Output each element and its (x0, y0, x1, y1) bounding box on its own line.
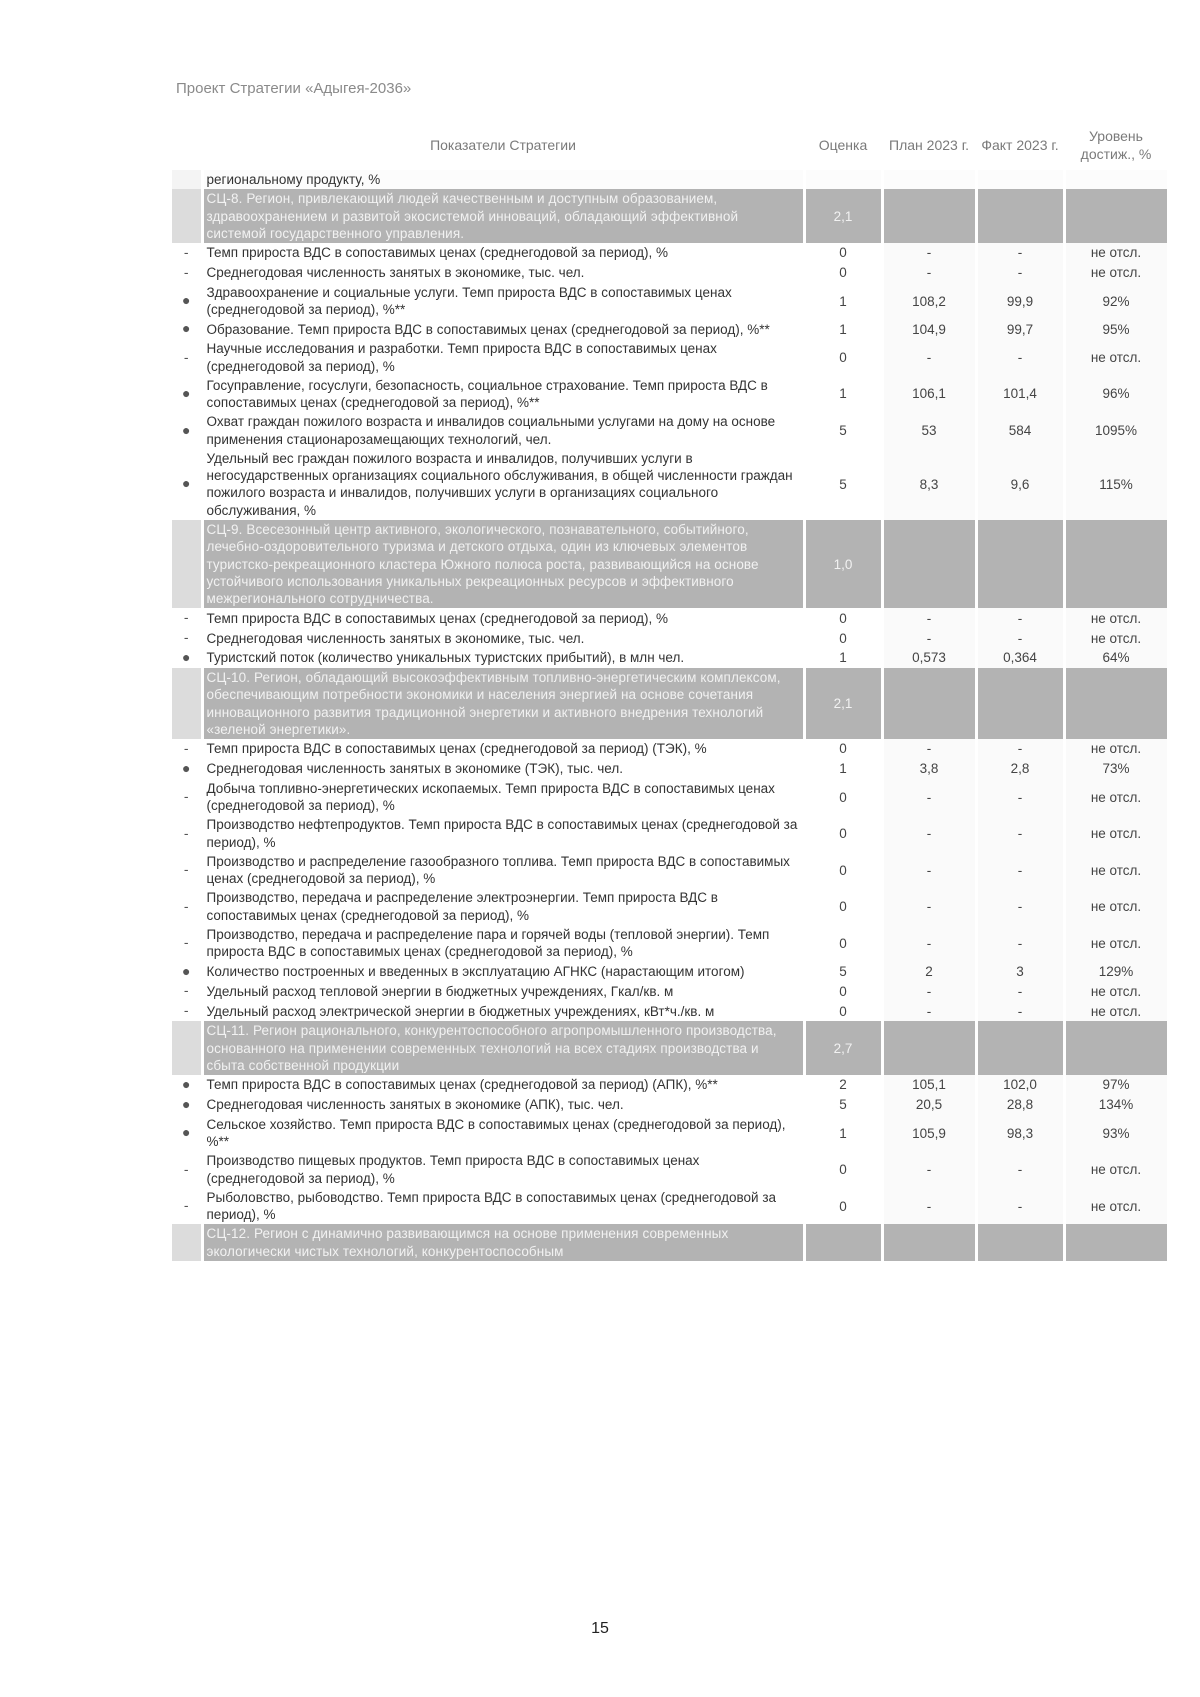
row-fact (976, 520, 1064, 608)
row-name: Производство, передача и распределение пара и горячей воды (тепловой энергии). Темп прироста ВДС в сопоставимых ценах (среднегодовой за период), % (202, 925, 804, 962)
row-score (804, 170, 882, 189)
row-level: не отсл. (1064, 779, 1168, 816)
row-score: 0 (804, 779, 882, 816)
row-score: 0 (804, 888, 882, 925)
row-score: 1 (804, 1115, 882, 1152)
row-score: 2,1 (804, 668, 882, 739)
row-level: не отсл. (1064, 981, 1168, 1001)
row-mark: - (172, 981, 202, 1001)
row-fact: 102,0 (976, 1075, 1064, 1095)
row-plan: 8,3 (882, 449, 976, 520)
row-score: 0 (804, 339, 882, 376)
row-fact: - (976, 852, 1064, 889)
row-fact: 0,364 (976, 648, 1064, 668)
row-level: 92% (1064, 283, 1168, 320)
row-level (1064, 1224, 1168, 1261)
table-row (172, 339, 1168, 376)
row-mark (172, 189, 202, 243)
row-score: 5 (804, 449, 882, 520)
row-fact: - (976, 1151, 1064, 1188)
row-plan: 53 (882, 412, 976, 449)
row-level: 115% (1064, 449, 1168, 520)
row-plan: - (882, 628, 976, 648)
column-header-name: Показатели Стратегии (202, 122, 804, 170)
goal-row (172, 1021, 1168, 1075)
row-level: 73% (1064, 759, 1168, 779)
row-score: 0 (804, 815, 882, 852)
table-row (172, 1115, 1168, 1152)
goal-row (172, 189, 1168, 243)
row-plan: - (882, 263, 976, 283)
row-fact: 99,7 (976, 319, 1064, 339)
table-row (172, 319, 1168, 339)
row-score: 0 (804, 925, 882, 962)
row-plan: 104,9 (882, 319, 976, 339)
row-level: не отсл. (1064, 888, 1168, 925)
row-mark (172, 668, 202, 739)
row-name: Охват граждан пожилого возраста и инвалидов социальными услугами на дому на основе применения стационарозамещающих технологий, чел. (202, 412, 804, 449)
row-name: Научные исследования и разработки. Темп прироста ВДС в сопоставимых ценах (среднегодовой за период), % (202, 339, 804, 376)
row-level: не отсл. (1064, 608, 1168, 628)
row-plan: - (882, 608, 976, 628)
row-fact: 584 (976, 412, 1064, 449)
row-fact: - (976, 1188, 1064, 1225)
row-level: не отсл. (1064, 925, 1168, 962)
row-mark: - (172, 608, 202, 628)
row-mark: - (172, 925, 202, 962)
row-level: не отсл. (1064, 339, 1168, 376)
row-plan: - (882, 779, 976, 816)
row-fact: 9,6 (976, 449, 1064, 520)
row-mark: ● (172, 759, 202, 779)
row-mark: - (172, 815, 202, 852)
table-row (172, 815, 1168, 852)
row-score: 1 (804, 319, 882, 339)
row-mark: ● (172, 1075, 202, 1095)
row-name: Производство и распределение газообразного топлива. Темп прироста ВДС в сопоставимых ценах (среднегодовой за период), % (202, 852, 804, 889)
row-name: региональному продукту, % (202, 170, 804, 189)
row-score: 5 (804, 962, 882, 982)
row-mark (172, 520, 202, 608)
row-level: не отсл. (1064, 852, 1168, 889)
row-fact: 98,3 (976, 1115, 1064, 1152)
row-level (1064, 520, 1168, 608)
row-score: 5 (804, 412, 882, 449)
row-plan (882, 170, 976, 189)
row-name: Темп прироста ВДС в сопоставимых ценах (среднегодовой за период), % (202, 608, 804, 628)
row-plan (882, 520, 976, 608)
row-score: 0 (804, 852, 882, 889)
row-fact (976, 668, 1064, 739)
row-level: 96% (1064, 376, 1168, 413)
row-name: Рыболовство, рыбоводство. Темп прироста ВДС в сопоставимых ценах (среднегодовой за период), % (202, 1188, 804, 1225)
row-score: 1,0 (804, 520, 882, 608)
page-number: 15 (591, 1620, 609, 1637)
row-level: 1095% (1064, 412, 1168, 449)
row-fact: - (976, 263, 1064, 283)
row-name: Производство нефтепродуктов. Темп прироста ВДС в сопоставимых ценах (среднегодовой за период), % (202, 815, 804, 852)
table-row (172, 376, 1168, 413)
table-row (172, 1095, 1168, 1115)
table-row (172, 739, 1168, 759)
table-row (172, 1075, 1168, 1095)
row-plan (882, 668, 976, 739)
row-mark: ● (172, 319, 202, 339)
table-row (172, 1151, 1168, 1188)
row-name: Количество построенных и введенных в эксплуатацию АГНКС (нарастающим итогом) (202, 962, 804, 982)
row-level: 95% (1064, 319, 1168, 339)
row-name: Темп прироста ВДС в сопоставимых ценах (среднегодовой за период), % (202, 243, 804, 263)
row-name: Среднегодовая численность занятых в экономике (ТЭК), тыс. чел. (202, 759, 804, 779)
row-mark: - (172, 339, 202, 376)
row-name: Сельское хозяйство. Темп прироста ВДС в сопоставимых ценах (среднегодовой за период), %** (202, 1115, 804, 1152)
table-row (172, 628, 1168, 648)
table-row (172, 962, 1168, 982)
row-level: не отсл. (1064, 628, 1168, 648)
row-score: 1 (804, 283, 882, 320)
row-plan: - (882, 981, 976, 1001)
row-mark: ● (172, 962, 202, 982)
table-row (172, 888, 1168, 925)
table-row (172, 925, 1168, 962)
table-row (172, 170, 1168, 189)
row-name: СЦ-8. Регион, привлекающий людей качественным и доступным образованием, здравоохранением и развитой экосистемой инноваций, обладающий эффективной системой государственного управления. (202, 189, 804, 243)
row-name: Среднегодовая численность занятых в экономике, тыс. чел. (202, 263, 804, 283)
row-mark (172, 170, 202, 189)
row-name: Темп прироста ВДС в сопоставимых ценах (среднегодовой за период) (АПК), %** (202, 1075, 804, 1095)
row-plan (882, 1224, 976, 1261)
row-plan: 108,2 (882, 283, 976, 320)
goal-row (172, 1224, 1168, 1261)
row-mark: ● (172, 412, 202, 449)
row-mark: - (172, 1188, 202, 1225)
row-fact: - (976, 888, 1064, 925)
row-mark: - (172, 1001, 202, 1021)
row-score: 0 (804, 981, 882, 1001)
row-fact: - (976, 243, 1064, 263)
table-body (172, 170, 1168, 1261)
row-plan: 105,9 (882, 1115, 976, 1152)
row-plan: - (882, 739, 976, 759)
row-name: СЦ-12. Регион с динамично развивающимся на основе применения современных экологически чистых технологий, конкурентоспособным (202, 1224, 804, 1261)
goal-row (172, 520, 1168, 608)
row-plan: - (882, 1188, 976, 1225)
row-plan (882, 1021, 976, 1075)
row-name: Госуправление, госуслуги, безопасность, социальное страхование. Темп прироста ВДС в сопоставимых ценах (среднегодовой за период), %** (202, 376, 804, 413)
row-score: 1 (804, 648, 882, 668)
row-fact (976, 189, 1064, 243)
row-level (1064, 189, 1168, 243)
row-name: СЦ-9. Всесезонный центр активного, экологического, познавательного, событийного, лечебно-оздоровительного туризма и детского отдыха, один из ключевых элементов туристско-рекреационного кластера Южного полюса роста, развивающийся на основе устойчивого использования уникальных рекреационных ресурсов и эффективного межрегионального сотрудничества. (202, 520, 804, 608)
row-fact: 28,8 (976, 1095, 1064, 1115)
row-mark: ● (172, 648, 202, 668)
row-fact: - (976, 779, 1064, 816)
column-header-level: Уровень достиж., % (1064, 122, 1168, 170)
row-mark: - (172, 628, 202, 648)
document-header: Проект Стратегии «Адыгея-2036» (176, 80, 412, 97)
row-fact: - (976, 608, 1064, 628)
row-mark: ● (172, 376, 202, 413)
row-score: 1 (804, 759, 882, 779)
row-fact: 3 (976, 962, 1064, 982)
row-fact (976, 1021, 1064, 1075)
row-mark: ● (172, 449, 202, 520)
row-name: Среднегодовая численность занятых в экономике (АПК), тыс. чел. (202, 1095, 804, 1115)
strategy-indicators-table (172, 122, 1170, 1261)
column-header-score: Оценка (804, 122, 882, 170)
row-plan: 0,573 (882, 648, 976, 668)
row-fact: 99,9 (976, 283, 1064, 320)
row-name: Добыча топливно-энергетических ископаемых. Темп прироста ВДС в сопоставимых ценах (среднегодовой за период), % (202, 779, 804, 816)
table-header-row (172, 122, 1168, 170)
row-name: Удельный вес граждан пожилого возраста и инвалидов, получивших услуги в негосударственных организациях социального обслуживания, в общей численности граждан пожилого возраста и инвалидов, получивших услуги в организациях социального обслуживания, % (202, 449, 804, 520)
row-plan: 106,1 (882, 376, 976, 413)
row-mark: ● (172, 1095, 202, 1115)
row-level: не отсл. (1064, 243, 1168, 263)
row-level: не отсл. (1064, 1151, 1168, 1188)
row-level: не отсл. (1064, 1188, 1168, 1225)
row-plan: - (882, 1001, 976, 1021)
row-mark: - (172, 888, 202, 925)
row-name: Удельный расход электрической энергии в бюджетных учреждениях, кВт*ч./кв. м (202, 1001, 804, 1021)
row-name: Темп прироста ВДС в сопоставимых ценах (среднегодовой за период) (ТЭК), % (202, 739, 804, 759)
row-fact: - (976, 815, 1064, 852)
row-name: Производство, передача и распределение электроэнергии. Темп прироста ВДС в сопоставимых ценах (среднегодовой за период), % (202, 888, 804, 925)
row-mark: - (172, 243, 202, 263)
row-level: не отсл. (1064, 815, 1168, 852)
table-row (172, 243, 1168, 263)
row-level (1064, 668, 1168, 739)
row-plan: - (882, 852, 976, 889)
row-level (1064, 1021, 1168, 1075)
row-name: СЦ-10. Регион, обладающий высокоэффективным топливно-энергетическим комплексом, обеспечивающим потребности экономики и населения энергией на основе сочетания инновационного развития традиционной энергетики и активного внедрения технологий «зеленой энергетики». (202, 668, 804, 739)
row-plan: 20,5 (882, 1095, 976, 1115)
row-mark: - (172, 779, 202, 816)
row-score: 0 (804, 1188, 882, 1225)
row-fact (976, 1224, 1064, 1261)
row-level: 129% (1064, 962, 1168, 982)
table-row (172, 263, 1168, 283)
table-row (172, 412, 1168, 449)
row-level: 97% (1064, 1075, 1168, 1095)
row-level: не отсл. (1064, 263, 1168, 283)
row-mark: - (172, 739, 202, 759)
row-name: Удельный расход тепловой энергии в бюджетных учреждениях, Гкал/кв. м (202, 981, 804, 1001)
table-row (172, 608, 1168, 628)
row-fact: - (976, 339, 1064, 376)
row-mark: ● (172, 1115, 202, 1152)
row-name: Туристский поток (количество уникальных туристских прибытий), в млн чел. (202, 648, 804, 668)
row-name: Производство пищевых продуктов. Темп прироста ВДС в сопоставимых ценах (среднегодовой за период), % (202, 1151, 804, 1188)
row-mark: - (172, 852, 202, 889)
row-plan: - (882, 815, 976, 852)
row-plan: - (882, 339, 976, 376)
table-row (172, 1001, 1168, 1021)
row-score: 2,7 (804, 1021, 882, 1075)
row-fact: 2,8 (976, 759, 1064, 779)
column-header-plan: План 2023 г. (882, 122, 976, 170)
row-score: 0 (804, 739, 882, 759)
row-name: Здравоохранение и социальные услуги. Темп прироста ВДС в сопоставимых ценах (среднегодовой за период), %** (202, 283, 804, 320)
row-score: 0 (804, 1001, 882, 1021)
row-level (1064, 170, 1168, 189)
table-row (172, 759, 1168, 779)
row-plan: - (882, 243, 976, 263)
row-plan: 2 (882, 962, 976, 982)
row-score: 2,1 (804, 189, 882, 243)
row-level: 64% (1064, 648, 1168, 668)
row-score: 0 (804, 1151, 882, 1188)
row-fact: - (976, 1001, 1064, 1021)
row-fact: - (976, 981, 1064, 1001)
row-name: Среднегодовая численность занятых в экономике, тыс. чел. (202, 628, 804, 648)
table-row (172, 648, 1168, 668)
row-score: 2 (804, 1075, 882, 1095)
table-row (172, 779, 1168, 816)
row-mark (172, 1021, 202, 1075)
row-fact: - (976, 739, 1064, 759)
row-score: 5 (804, 1095, 882, 1115)
row-plan: - (882, 888, 976, 925)
column-header-fact: Факт 2023 г. (976, 122, 1064, 170)
row-fact: 101,4 (976, 376, 1064, 413)
row-name: Образование. Темп прироста ВДС в сопоставимых ценах (среднегодовой за период), %** (202, 319, 804, 339)
row-fact: - (976, 628, 1064, 648)
row-score: 0 (804, 243, 882, 263)
row-level: не отсл. (1064, 739, 1168, 759)
table-row (172, 852, 1168, 889)
row-score: 0 (804, 628, 882, 648)
row-score: 0 (804, 263, 882, 283)
table-row (172, 1188, 1168, 1225)
row-score: 0 (804, 608, 882, 628)
row-mark: ● (172, 283, 202, 320)
table-row (172, 449, 1168, 520)
row-fact: - (976, 925, 1064, 962)
row-score: 1 (804, 376, 882, 413)
row-plan: 105,1 (882, 1075, 976, 1095)
table-row (172, 981, 1168, 1001)
table-row (172, 283, 1168, 320)
row-mark (172, 1224, 202, 1261)
goal-row (172, 668, 1168, 739)
row-level: не отсл. (1064, 1001, 1168, 1021)
row-plan: - (882, 925, 976, 962)
row-plan: - (882, 1151, 976, 1188)
row-mark: - (172, 263, 202, 283)
row-fact (976, 170, 1064, 189)
row-mark: - (172, 1151, 202, 1188)
row-name: СЦ-11. Регион рационального, конкурентоспособного агропромышленного производства, основанного на применении современных технологий на всех стадиях производства и сбыта собственной продукции (202, 1021, 804, 1075)
column-header-mark (172, 122, 202, 170)
row-plan: 3,8 (882, 759, 976, 779)
row-level: 93% (1064, 1115, 1168, 1152)
row-level: 134% (1064, 1095, 1168, 1115)
row-plan (882, 189, 976, 243)
row-score (804, 1224, 882, 1261)
